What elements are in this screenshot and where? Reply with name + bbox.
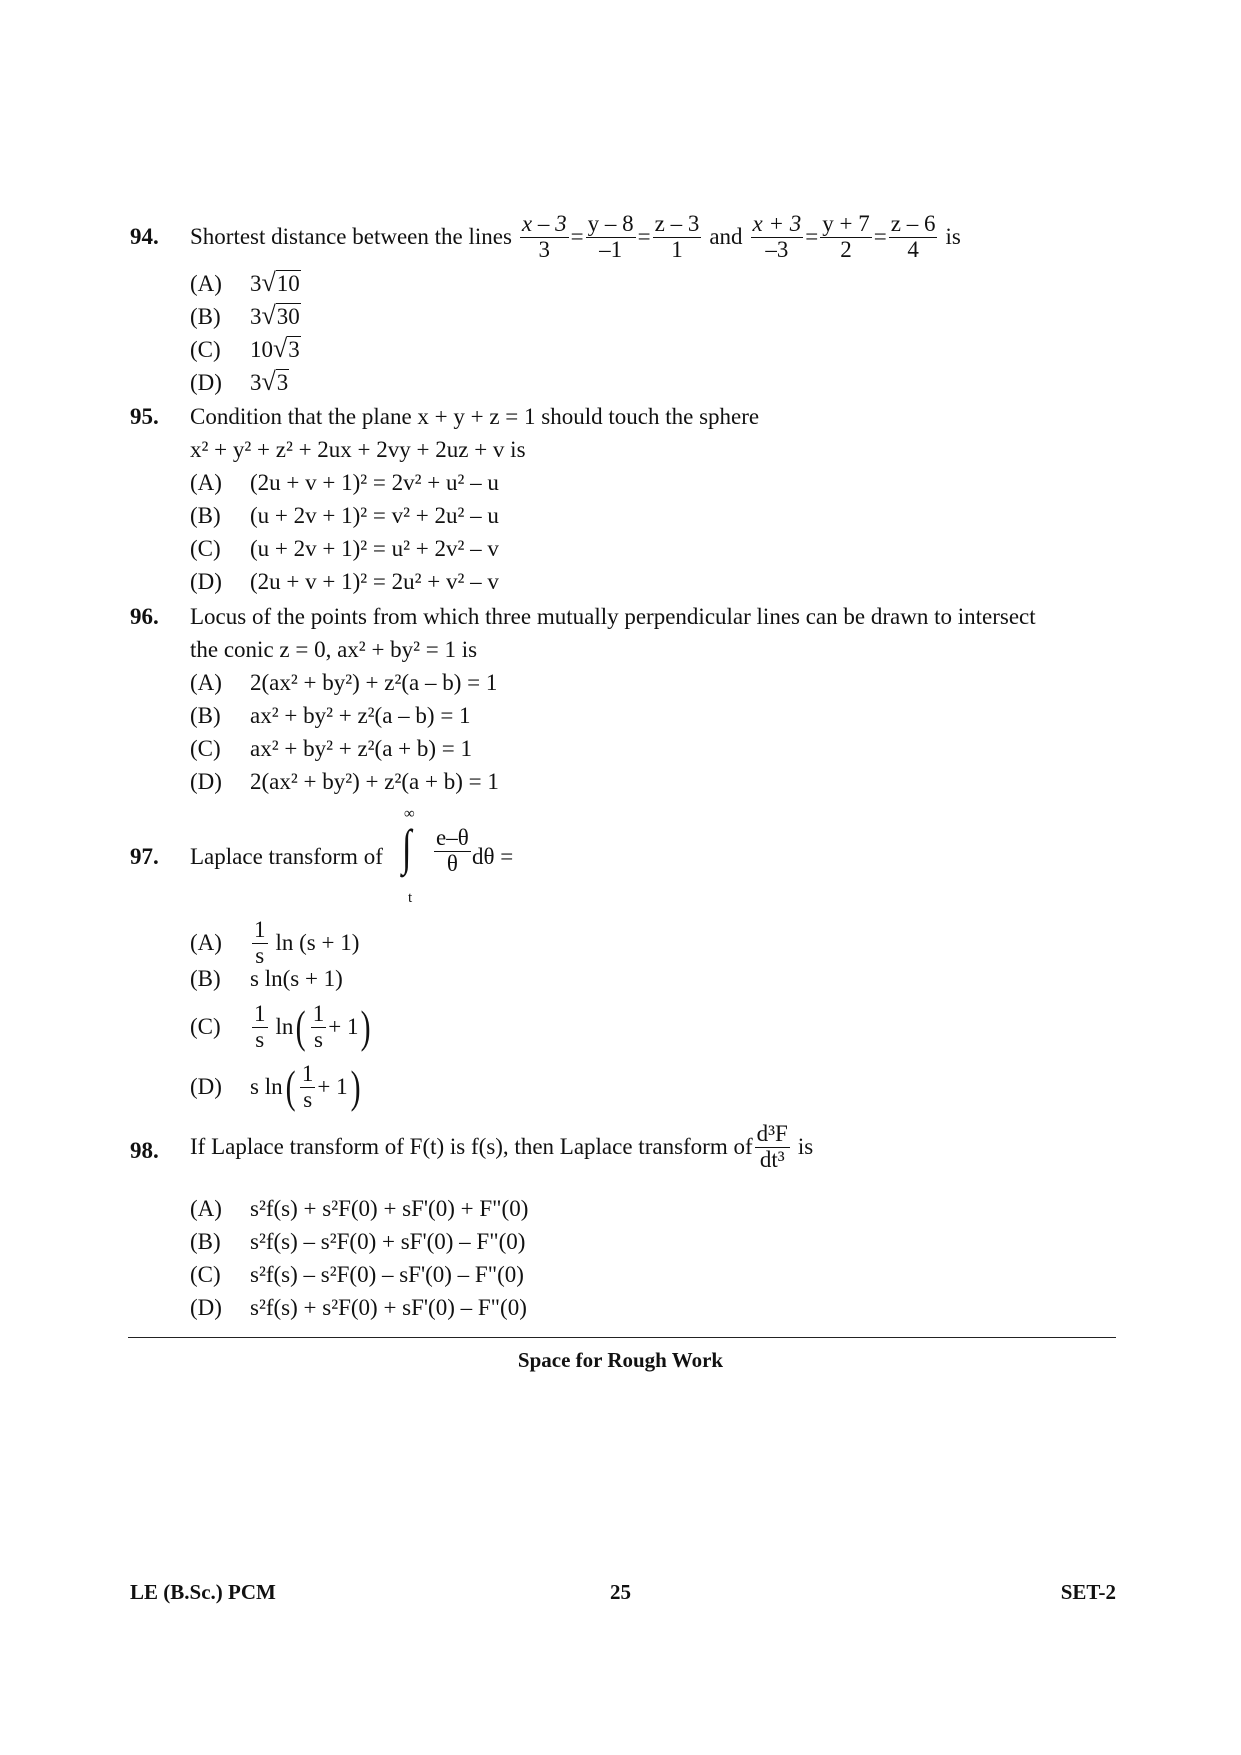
integral-lower-limit: t — [408, 890, 413, 906]
option-c: (C) $\frac{1}{s}$ ln ( $\frac{1}{s}$ + 1 ) — [190, 1001, 372, 1053]
option-c: (C) (u + 2v + 1)² = u² + 2v² – v — [190, 536, 499, 561]
option-c: (C) ax² + by² + z²(a + b) = 1 — [190, 736, 473, 761]
divider — [128, 1337, 1116, 1338]
option-a: (A) 3 √ 10 — [190, 268, 300, 297]
option-d: (D) s²f(s) + s²F(0) + sF'(0) – F"(0) — [190, 1295, 527, 1320]
question-number: 97. — [130, 844, 159, 869]
stem-text: Shortest distance between the lines — [190, 224, 512, 250]
question-stem: Laplace transform of — [190, 844, 383, 869]
fraction: $\frac{y + 7}{2}$ — [822, 211, 870, 262]
option-b: (B) 3 √ 30 — [190, 301, 300, 330]
question-number: 96. — [130, 604, 159, 629]
question-number: 98. — [130, 1138, 159, 1163]
fraction: $\frac{y - 8}{-1}$ — [587, 211, 634, 262]
option-b: (B) s ln(s + 1) — [190, 966, 343, 991]
integral-sign: ∫ — [402, 819, 412, 875]
footer-left: LE (B.Sc.) PCM — [130, 1580, 276, 1604]
footer-right: SET-2 — [1060, 1580, 1116, 1604]
integral-upper-limit: ∞ — [404, 806, 415, 822]
option-a: (A) (2u + v + 1)² = 2v² + u² – u — [190, 470, 499, 495]
fraction: $\frac{x - 3}{3}$ — [521, 211, 567, 262]
rough-work-heading: Space for Rough Work — [517, 1348, 724, 1372]
question-number: 94. — [130, 224, 159, 249]
question-stem-cont: x² + y² + z² + 2ux + 2vy + 2uz + v is — [190, 437, 526, 462]
option-a: (A) 2(ax² + by²) + z²(a – b) = 1 — [190, 670, 498, 695]
question-stem-cont: the conic z = 0, ax² + by² = 1 is — [190, 637, 478, 662]
stem-tail: dθ = — [472, 844, 514, 869]
question-stem: Condition that the plane x + y + z = 1 should touch the sphere — [190, 404, 760, 429]
option-d: (D) 2(ax² + by²) + z²(a + b) = 1 — [190, 769, 499, 794]
option-d: (D) s ln ( $\frac{1}{s}$ + 1 ) — [190, 1061, 361, 1113]
fraction: $\frac{z - 3}{1}$ — [654, 211, 700, 262]
option-a: (A) s²f(s) + s²F(0) + sF'(0) + F"(0) — [190, 1196, 529, 1221]
question-stem: If Laplace transform of F(t) is f(s), then Laplace transform of $\frac{\text{d³F}}{\text{dt³}}$ is — [190, 1121, 814, 1172]
fraction: $\frac{z - 6}{4}$ — [890, 211, 936, 262]
integrand: $\frac{e-\theta}{\theta}$ — [436, 825, 469, 876]
option-c: (C) s²f(s) – s²F(0) – sF'(0) – F"(0) — [190, 1262, 524, 1287]
option-b: (B) s²f(s) – s²F(0) + sF'(0) – F"(0) — [190, 1229, 526, 1254]
option-a: (A) $\frac{1}{s}$ ln (s + 1) — [190, 917, 360, 968]
option-d: (D) (2u + v + 1)² = 2u² + v² – v — [190, 569, 499, 594]
option-d: (D) 3 √ 3 — [190, 367, 289, 396]
fraction: $\frac{\text{d³F}}{\text{dt³}}$ — [756, 1121, 788, 1172]
option-b: (B) (u + 2v + 1)² = v² + 2u² – u — [190, 503, 499, 528]
option-b: (B) ax² + by² + z²(a – b) = 1 — [190, 703, 471, 728]
question-number: 95. — [130, 404, 159, 429]
option-c: (C) 10 √ 3 — [190, 334, 300, 363]
fraction: $\frac{x + 3}{-3}$ — [752, 211, 802, 262]
question-stem: Locus of the points from which three mutually perpendicular lines can be drawn to intersect — [190, 604, 1036, 629]
question-stem: Shortest distance between the lines $\frac{x - 3}{3}$ = $\frac{y - 8}{-1}$ = $\frac{z - 3}{1}$ and $\frac{x + 3}{-3}$ = $\frac{y + 7}{2}$ = $\frac{z - 6}{4}$ is — [190, 211, 961, 262]
page-number: 25 — [610, 1580, 631, 1604]
